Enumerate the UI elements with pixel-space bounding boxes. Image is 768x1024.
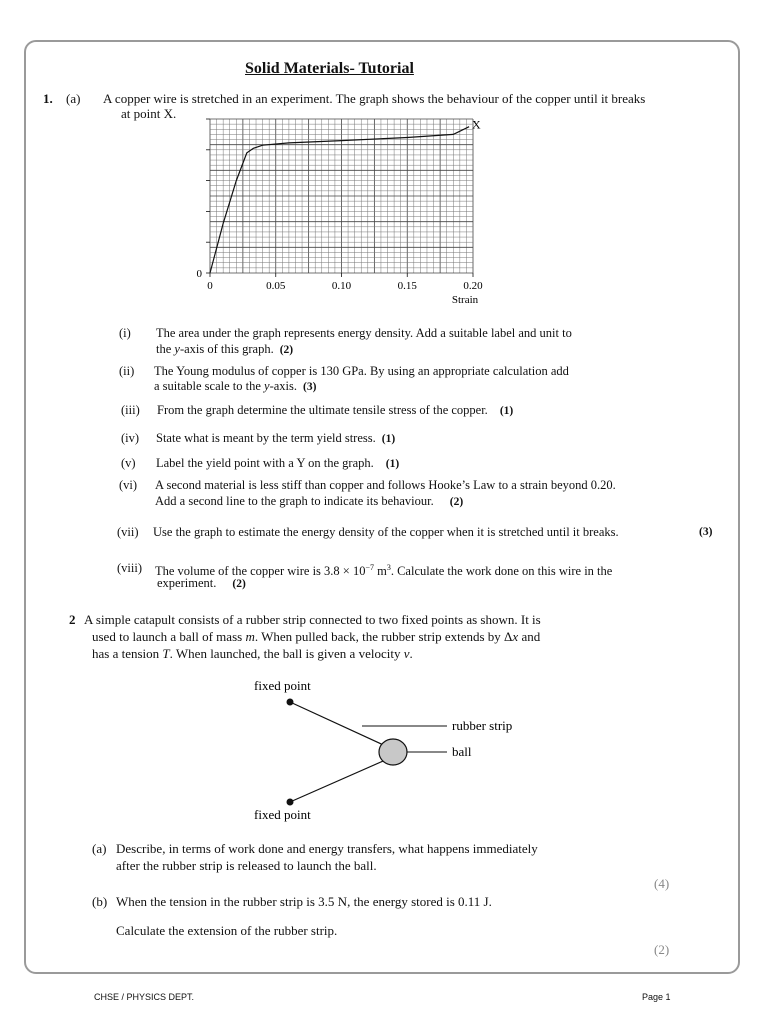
- q1-item-ii-num: (ii): [119, 364, 135, 378]
- q1-number: 1.: [43, 91, 53, 106]
- q1-item-iii-num: (iii): [121, 403, 140, 417]
- q1-item-i-line1: The area under the graph represents energy density. Add a suitable label and unit to: [156, 326, 572, 340]
- q1-item-iv-row: State what is meant by the term yield stress. (1): [156, 431, 396, 445]
- q1-item-viii-line1: The volume of the copper wire is $3.8 \times 10^{-7}$ $m^3$. Calculate the work done on this wire in the: [155, 563, 613, 579]
- ball-shape: [379, 739, 407, 765]
- x-tick-labels: [207, 280, 483, 292]
- q1-intro-line1: A copper wire is stretched in an experiment. The graph shows the behaviour of the copper until it breaks: [103, 91, 646, 106]
- q1-item-viii-num: (viii): [117, 561, 142, 575]
- x-tick-label: 0.10: [331, 280, 352, 292]
- copper-curve: [210, 127, 469, 273]
- q1-item-iii-row: From the graph determine the ultimate tensile stress of the copper. (1): [157, 403, 514, 417]
- q1-item-viii-marks: (2): [232, 578, 246, 590]
- q1-item-vii-line1: Use the graph to estimate the energy density of the copper when it is stretched until it breaks.: [153, 525, 619, 539]
- ball-label: ball: [452, 744, 472, 759]
- q2b-line2: Calculate the extension of the rubber strip.: [116, 923, 338, 938]
- q1-item-ii-marks: (3): [303, 381, 317, 393]
- y-tick-label: 0: [196, 268, 202, 280]
- q1-item-i-line2-row: the y-axis of this graph. (2): [156, 342, 294, 356]
- q1-item-iv-marks: (1): [381, 433, 396, 445]
- fixed-point-bottom-label: fixed point: [254, 807, 311, 822]
- q1-item-vi-row2: Add a second line to the graph to indicate its behaviour. (2): [155, 494, 464, 508]
- q1-item-v-row: Label the yield point with a Y on the graph. (1): [156, 456, 400, 470]
- q1-item-vii-marks: (3): [699, 526, 713, 538]
- rubber-strip-lower: [290, 758, 390, 802]
- stress-strain-chart: [190, 112, 500, 314]
- x-tick-label: 0.20: [463, 280, 483, 292]
- fixed-point-top-label: fixed point: [254, 678, 311, 693]
- q1-item-ii-line2-row: a suitable scale to the y-axis. (3): [154, 379, 317, 393]
- break-point-label: X: [472, 117, 481, 132]
- q2b-marks: (2): [654, 942, 670, 957]
- q1-item-i-marks: (2): [279, 344, 294, 356]
- q1-item-i-num: (i): [119, 326, 131, 340]
- q2-intro-line1: A simple catapult consists of a rubber strip connected to two fixed points as shown. It is: [84, 612, 541, 627]
- q1-item-vi-num: (vi): [119, 478, 138, 492]
- x-tick-label: 0: [207, 280, 213, 292]
- q2b-line1: When the tension in the rubber strip is 3.5 N, the energy stored is 0.11 J.: [116, 894, 492, 909]
- q2a-num: (a): [92, 841, 107, 856]
- q1-intro-line2: at point X.: [121, 106, 177, 121]
- q2a-marks: (4): [654, 876, 670, 891]
- q1-item-v-marks: (1): [385, 458, 400, 470]
- q2a-line1: Describe, in terms of work done and energy transfers, what happens immediately: [116, 841, 538, 856]
- q1-part: (a): [66, 91, 81, 106]
- footer-dept: CHSE / PHYSICS DEPT.: [94, 992, 195, 1002]
- q2a-line2: after the rubber strip is released to launch the ball.: [116, 858, 377, 873]
- x-axis-label: Strain: [451, 294, 479, 306]
- q2b-num: (b): [92, 894, 108, 909]
- chart-grid: [206, 119, 473, 277]
- q1-item-ii-line1: The Young modulus of copper is 130 GPa. By using an appropriate calculation add: [154, 364, 569, 378]
- q1-item-vi-line1: A second material is less stiff than copper and follows Hooke’s Law to a strain beyond 0.20.: [155, 478, 616, 492]
- chart-annotations: [472, 118, 481, 132]
- q1-item-v-num: (v): [121, 456, 136, 470]
- footer-page-number: Page 1: [642, 992, 671, 1002]
- q1-item-viii-row2: experiment. (2): [157, 576, 246, 590]
- rubber-strip-label: rubber strip: [452, 718, 513, 733]
- x-tick-label: 0.15: [397, 280, 417, 292]
- q2-number: 2: [69, 612, 76, 627]
- q1-item-vi-marks: (2): [449, 496, 464, 508]
- x-tick-label: 0.05: [266, 280, 286, 292]
- y-tick-labels: [197, 268, 203, 280]
- page-title: Solid Materials- Tutorial: [245, 60, 414, 77]
- q2-intro-line3: has a tension T. When launched, the ball is given a velocity v.: [92, 646, 413, 661]
- q1-item-iv-num: (iv): [121, 431, 140, 445]
- catapult-diagram: [240, 670, 560, 830]
- rubber-strip-upper: [290, 702, 390, 748]
- q1-item-vii-num: (vii): [117, 525, 139, 539]
- q2-intro-line2: used to launch a ball of mass m. When pulled back, the rubber strip extends by Δx and: [92, 629, 541, 644]
- q1-item-iii-marks: (1): [499, 405, 514, 417]
